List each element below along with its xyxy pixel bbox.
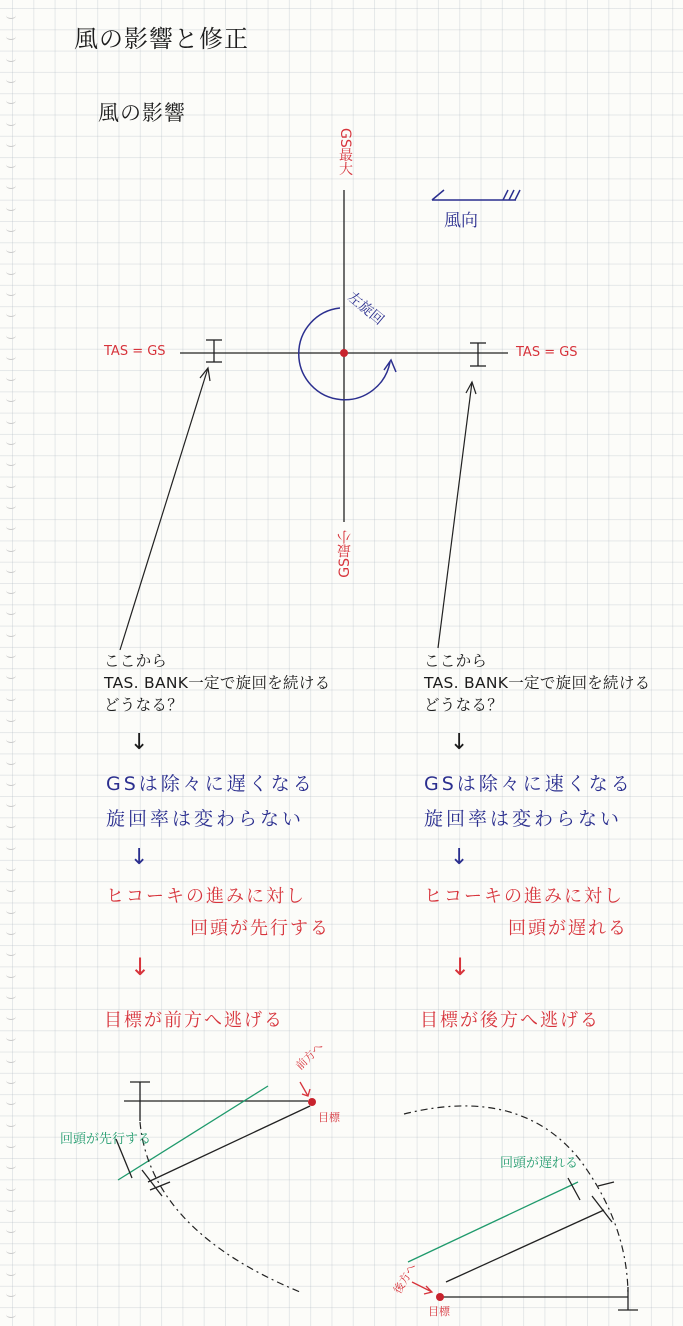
left-sketch-green-label: 回頭が先行する xyxy=(60,1132,152,1147)
left-gs-line: GSは除々に遅くなる xyxy=(106,773,315,795)
tas-gs-left-label: TAS = GS xyxy=(104,344,166,359)
aircraft-center-dot xyxy=(340,349,348,357)
left-arrow-2: ↓ xyxy=(130,845,149,870)
left-turn-sketch xyxy=(116,1082,316,1292)
right-arrow-3: ↓ xyxy=(450,953,471,981)
right-arrow-1: ↓ xyxy=(450,730,469,755)
page-title: 風の影響と修正 xyxy=(74,25,249,53)
section-heading: 風の影響 xyxy=(98,101,186,125)
gs-min-label: GS最小 xyxy=(337,530,353,578)
right-red-line-1: ヒコーキの進みに対し xyxy=(424,886,624,907)
tas-gs-right-label: TAS = GS xyxy=(516,345,578,360)
right-pointer-arrow-icon xyxy=(438,382,476,648)
left-pointer-arrow-icon xyxy=(120,368,210,650)
right-tick-mark xyxy=(470,343,486,366)
right-red-line-2: 回頭が遅れる xyxy=(508,918,628,939)
wind-arrow-icon xyxy=(432,190,520,200)
left-turn-rate-line: 旋回率は変わらない xyxy=(106,808,305,830)
right-sketch-direction-label: 後方へ xyxy=(391,1260,419,1296)
left-result: 目標が前方へ逃げる xyxy=(104,1010,284,1031)
right-arrow-2: ↓ xyxy=(450,845,469,870)
right-turn-sketch xyxy=(404,1106,638,1310)
right-sketch-green-label: 回頭が遅れる xyxy=(500,1156,579,1171)
right-sketch-target-label: 目標 xyxy=(428,1305,450,1318)
left-question: ここから TAS. BANK一定で旋回を続ける どうなる？ xyxy=(104,652,331,714)
left-red-line-1: ヒコーキの進みに対し xyxy=(106,886,306,907)
right-turn-rate-line: 旋回率は変わらない xyxy=(424,808,623,830)
gs-max-label: GS最大 xyxy=(337,128,353,176)
right-gs-line: GSは除々に速くなる xyxy=(424,773,633,795)
left-arrow-1: ↓ xyxy=(130,730,149,755)
left-sketch-target-label: 目標 xyxy=(318,1111,340,1124)
right-result: 目標が後方へ逃げる xyxy=(420,1010,600,1031)
left-red-line-2: 回頭が先行する xyxy=(190,918,330,939)
turn-arrow-head-icon xyxy=(384,360,396,372)
left-tick-mark xyxy=(206,340,222,362)
wind-direction-label: 風向 xyxy=(444,211,478,231)
left-arrow-3: ↓ xyxy=(130,953,151,981)
left-sketch-direction-label: 前方へ xyxy=(293,1039,326,1073)
right-question: ここから TAS. BANK一定で旋回を続ける どうなる？ xyxy=(424,652,651,714)
left-turn-label: 左旋回 xyxy=(344,289,387,329)
